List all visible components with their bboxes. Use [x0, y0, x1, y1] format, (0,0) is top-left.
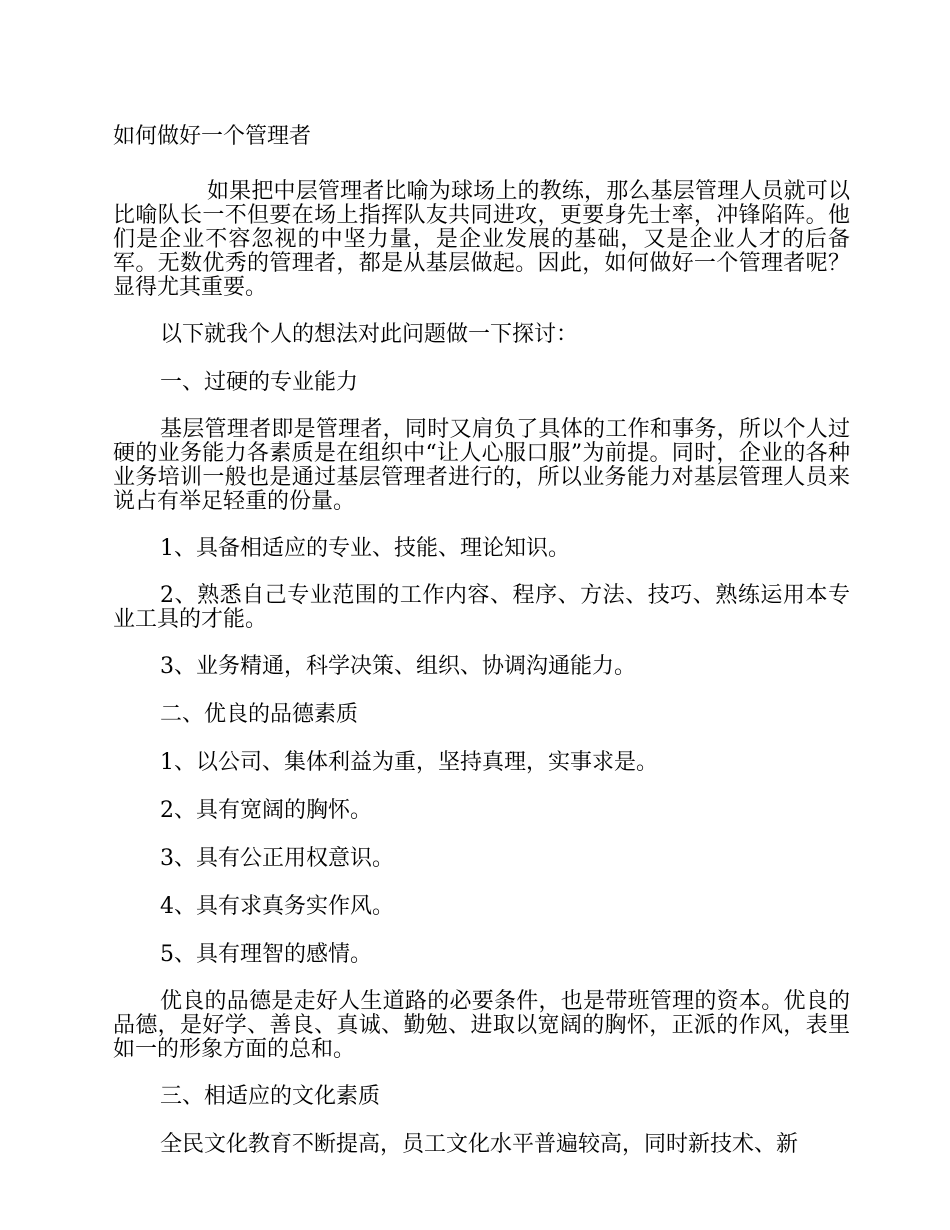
section-1-paragraph: 基层管理者即是管理者，同时又肩负了具体的工作和事务，所以个人过硬的业务能力各素质是在组织中“让人心服口服”为前提。同时，企业的各种业务培训一般也是通过基层管理者进行的，所以业务能力对基层管理人员来说占有举足轻重的份量。 — [113, 417, 850, 514]
intro-paragraph: 如果把中层管理者比喻为球场上的教练，那么基层管理人员就可以比喻队长一不但要在场上指挥队友共同进攻，更要身先士率，冲锋陷阵。他们是企业不容忽视的中坚力量，是企业发展的基础，又是企业人才的后备军。无数优秀的管理者，都是从基层做起。因此，如何做好一个管理者呢？显得尤其重要。 — [113, 179, 850, 300]
list-item: 3、具有公正用权意识。 — [160, 846, 394, 871]
section-3-paragraph: 全民文化教育不断提高，员工文化水平普遍较高，同时新技术、新 — [160, 1132, 799, 1157]
document-title: 如何做好一个管理者 — [113, 124, 312, 149]
section-heading-3: 三、相适应的文化素质 — [160, 1084, 381, 1109]
list-item: 1、以公司、集体利益为重，坚持真理，实事求是。 — [160, 750, 658, 775]
list-item: 2、熟悉自己专业范围的工作内容、程序、方法、技巧、熟练运用本专业工具的才能。 — [113, 583, 850, 632]
list-item: 1、具备相适应的专业、技能、理论知识。 — [160, 536, 570, 561]
section-2-summary-paragraph: 优良的品德是走好人生道路的必要条件，也是带班管理的资本。优良的品德，是好学、善良、真诚、勤勉、进取以宽阔的胸怀，正派的作风，表里如一的形象方面的总和。 — [113, 989, 850, 1062]
list-item: 5、具有理智的感情。 — [160, 942, 372, 967]
section-heading-1: 一、过硬的专业能力 — [160, 370, 359, 395]
list-item: 4、具有求真务实作风。 — [160, 894, 394, 919]
section-heading-2: 二、优良的品德素质 — [160, 702, 359, 727]
document-body — [113, 122, 850, 1180]
discussion-intro: 以下就我个人的想法对此问题做一下探讨： — [160, 322, 579, 347]
list-item: 3、业务精通，科学决策、组织、协调沟通能力。 — [160, 654, 636, 679]
list-item: 2、具有宽阔的胸怀。 — [160, 798, 372, 823]
